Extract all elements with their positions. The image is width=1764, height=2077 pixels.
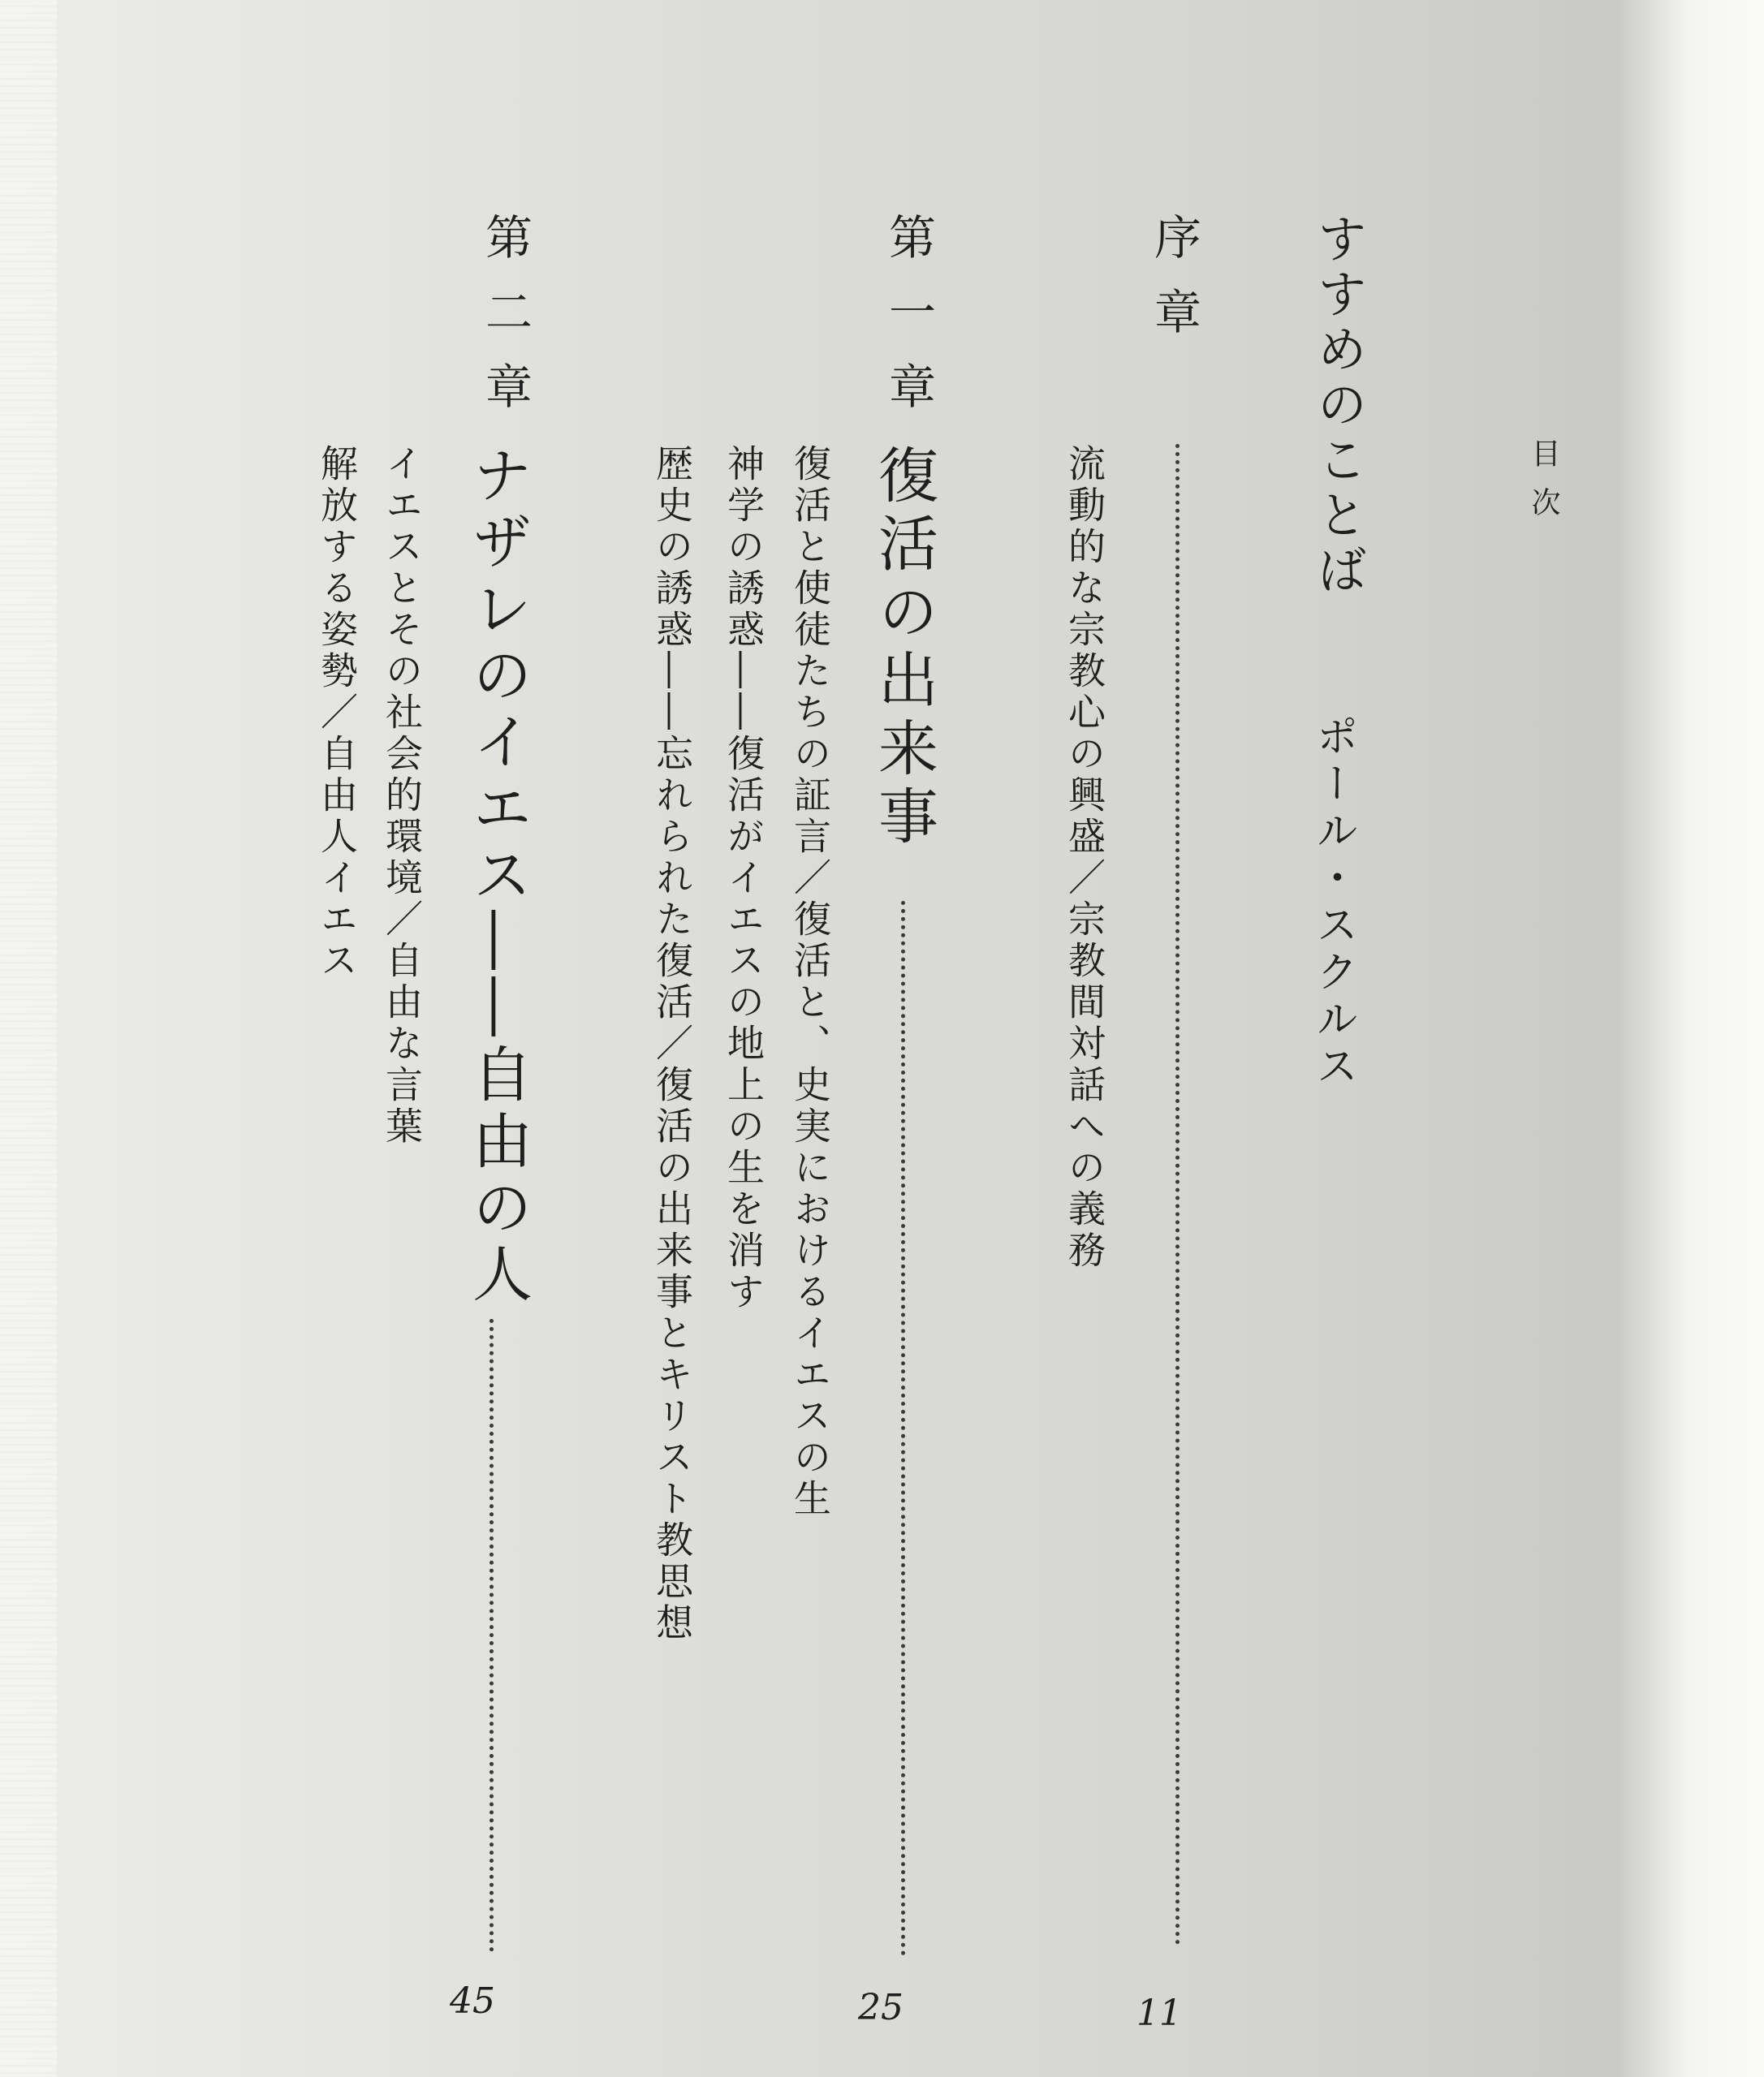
chapter-heading: 復活の出来事 xyxy=(869,444,938,853)
chapter-label-1: 第一章 xyxy=(881,213,936,437)
chapter-subtopic: 神学の誘惑――復活がイエスの地上の生を消す xyxy=(722,444,766,1313)
leader-dots xyxy=(901,901,905,1956)
chapter-label-2: 第二章 xyxy=(477,213,533,437)
page-number: 25 xyxy=(858,1987,904,2028)
toc-title: 目次 xyxy=(1527,438,1560,536)
foreword-title: すすめのことば xyxy=(1309,213,1368,599)
chapter-subtopic: 復活と使徒たちの証言／復活と、史実におけるイエスの生 xyxy=(788,444,832,1520)
page-number: 11 xyxy=(1136,1993,1182,2034)
chapter-subtopic: 解放する姿勢／自由人イエス xyxy=(315,444,359,982)
chapter-subtopic: 流動的な宗教心の興盛／宗教間対話への義務 xyxy=(1063,444,1106,1272)
chapter-subtopic: イエスとその社会的環境／自由な言葉 xyxy=(380,444,424,1148)
chapter-label-intro: 序章 xyxy=(1146,213,1201,362)
foreword-author: ポール・スクルス xyxy=(1309,714,1357,1091)
leader-dots xyxy=(1175,444,1180,1946)
page-edge xyxy=(0,0,57,2077)
page-number: 45 xyxy=(450,1980,495,2022)
chapter-heading: ナザレのイエス――自由の人 xyxy=(463,444,533,1309)
leader-dots xyxy=(490,1319,494,1952)
chapter-subtopic: 歴史の誘惑――忘れられた復活／復活の出来事とキリスト教思想 xyxy=(650,444,694,1644)
